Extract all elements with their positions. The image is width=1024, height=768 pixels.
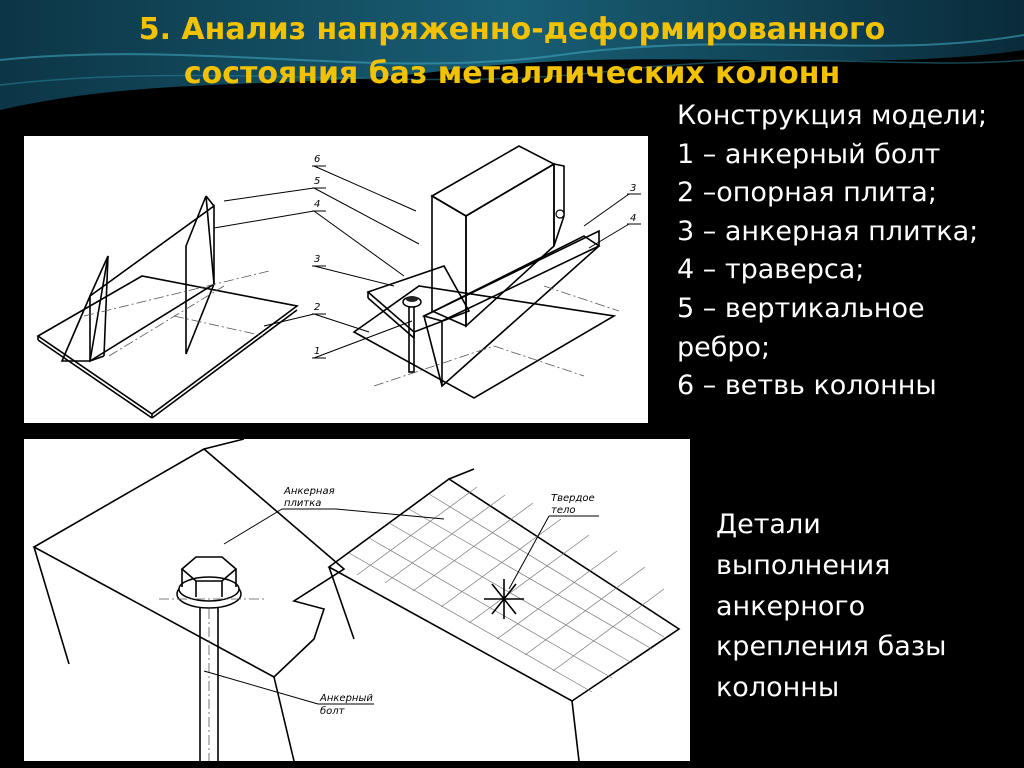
solid-body-label-1: Твердое bbox=[551, 493, 595, 504]
callout-5: 5 bbox=[314, 176, 321, 187]
anchor-bolt-label-2: болт bbox=[320, 706, 345, 717]
left-rib-1 bbox=[62, 256, 108, 361]
right-traverse bbox=[424, 231, 599, 386]
list-item: 6 – ветвь колонны bbox=[677, 370, 937, 402]
slide-title-line2: состояния баз металлических колонн bbox=[183, 56, 841, 91]
callout-4: 4 bbox=[314, 199, 321, 210]
list-item: ребро; bbox=[677, 331, 771, 363]
column-base-model-drawing bbox=[24, 136, 648, 423]
anchor-bolt bbox=[409, 304, 414, 372]
callout-1: 1 bbox=[314, 346, 321, 357]
details-line: Детали bbox=[716, 509, 821, 540]
callout-3: 3 bbox=[314, 254, 321, 265]
bolt-head bbox=[406, 296, 418, 302]
list-item: 4 – траверса; bbox=[677, 254, 865, 286]
slide-title-line1: 5. Анализ напряженно-деформированного bbox=[138, 12, 886, 47]
list-item: 5 – вертикальное bbox=[677, 292, 925, 324]
callout-2: 2 bbox=[314, 302, 321, 313]
anchor-fastening-details-text bbox=[716, 505, 1016, 709]
slide-title bbox=[0, 8, 1024, 96]
solid-body-node-marker bbox=[484, 579, 524, 619]
column-branch-top bbox=[432, 146, 554, 216]
anchor-plate-label-2: плитка bbox=[284, 498, 322, 509]
list-item: 2 –опорная плита; bbox=[677, 177, 937, 209]
right-rib bbox=[554, 164, 564, 246]
model-construction-heading: Конструкция модели; bbox=[677, 100, 988, 131]
left-base-plate bbox=[38, 276, 297, 414]
model-construction-list bbox=[677, 97, 1022, 406]
details-line: крепления базы bbox=[716, 631, 947, 663]
details-line: выполнения bbox=[716, 549, 891, 581]
left-traverse bbox=[90, 206, 214, 361]
anchor-fastening-detail-diagram bbox=[24, 439, 690, 761]
solid-body-label-2: тело bbox=[551, 505, 576, 516]
right-base-plate bbox=[354, 286, 614, 398]
callout-right-3: 3 bbox=[630, 183, 637, 194]
column-base-model-diagram bbox=[24, 136, 648, 423]
callout-6: 6 bbox=[314, 154, 321, 165]
list-item: 1 – анкерный болт bbox=[677, 138, 941, 170]
details-line: анкерного bbox=[716, 590, 866, 622]
anchor-plate-label-1: Анкерная bbox=[284, 486, 335, 497]
column-branch-front bbox=[432, 196, 466, 326]
anchor-bolt-label-1: Анкерный bbox=[320, 693, 373, 704]
callout-right-4: 4 bbox=[630, 213, 637, 224]
column-branch-side bbox=[466, 164, 554, 326]
details-line: колонны bbox=[716, 672, 840, 704]
left-rib-2 bbox=[186, 196, 214, 354]
list-item: 3 – анкерная плитка; bbox=[677, 215, 979, 247]
anchor-fastening-drawing bbox=[24, 439, 690, 761]
